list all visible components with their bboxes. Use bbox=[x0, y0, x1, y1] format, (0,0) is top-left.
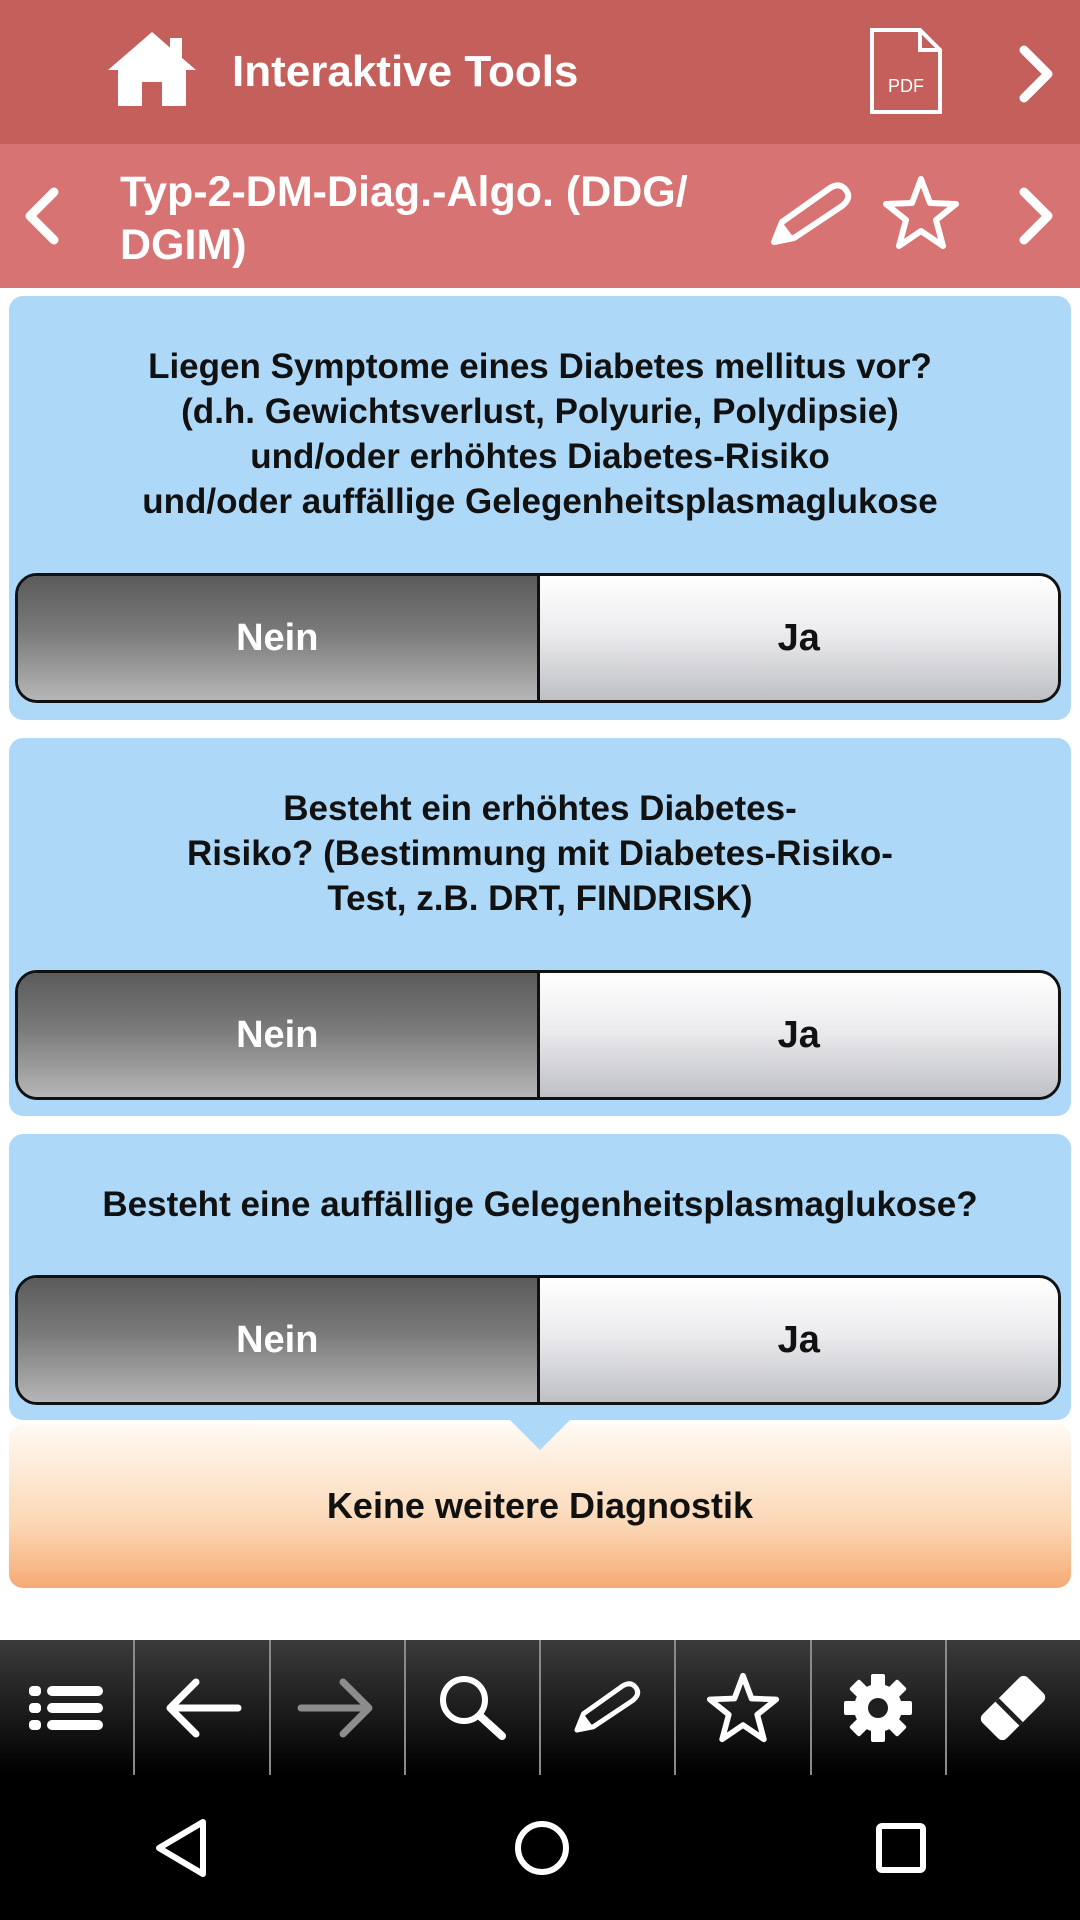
star-icon[interactable] bbox=[882, 174, 960, 252]
star-icon[interactable] bbox=[676, 1640, 811, 1775]
system-nav-bar bbox=[0, 1775, 1080, 1920]
list-icon[interactable] bbox=[0, 1640, 135, 1775]
home-icon[interactable] bbox=[104, 28, 200, 110]
forward-arrow-icon[interactable] bbox=[271, 1640, 406, 1775]
chevron-right-icon[interactable] bbox=[1016, 186, 1056, 246]
pencil-icon[interactable] bbox=[768, 180, 856, 250]
answer-yes-button-3[interactable]: Ja bbox=[540, 1278, 1059, 1402]
question-text-1: Liegen Symptome eines Diabetes mellitus vor? (d.h. Gewichtsverlust, Polyurie, Polydipsie) und/oder erhöhtes Diabetes-Risiko und/oder auffällige Gelegenheitsplasmaglukose bbox=[142, 347, 938, 521]
answer-toggle-3 bbox=[15, 1275, 1061, 1405]
bottom-toolbar bbox=[0, 1640, 1080, 1775]
nav-back-icon[interactable] bbox=[151, 1816, 211, 1880]
answer-yes-button-1[interactable]: Ja bbox=[540, 576, 1059, 700]
question-text-2: Besteht ein erhöhtes Diabetes- Risiko? (Bestimmung mit Diabetes-Risiko- Test, z.B. DRT, FINDRISK) bbox=[187, 789, 893, 918]
flow-arrow-3 bbox=[510, 1420, 570, 1450]
app-header bbox=[0, 0, 1080, 144]
chevron-right-icon[interactable] bbox=[1016, 44, 1056, 104]
back-arrow-icon[interactable] bbox=[135, 1640, 270, 1775]
gear-icon[interactable] bbox=[812, 1640, 947, 1775]
nav-home-icon[interactable] bbox=[512, 1818, 572, 1878]
question-panel-3 bbox=[9, 1134, 1071, 1420]
answer-no-button-1[interactable]: Nein bbox=[18, 576, 540, 700]
question-panel-2 bbox=[9, 738, 1071, 1116]
search-icon[interactable] bbox=[406, 1640, 541, 1775]
result-box: Keine weitere Diagnostik bbox=[9, 1424, 1071, 1588]
question-panel-1 bbox=[9, 296, 1071, 720]
chevron-left-icon[interactable] bbox=[22, 186, 62, 246]
answer-no-button-3[interactable]: Nein bbox=[18, 1278, 540, 1402]
question-text-3: Besteht eine auffällige Gelegenheitsplasmaglukose? bbox=[102, 1185, 978, 1224]
eraser-icon[interactable] bbox=[947, 1640, 1080, 1775]
page-title: Typ-2-DM-Diag.-Algo. (DDG/ DGIM) bbox=[120, 168, 688, 269]
answer-toggle-1 bbox=[15, 573, 1061, 703]
pdf-icon[interactable] bbox=[866, 26, 946, 118]
answer-yes-button-2[interactable]: Ja bbox=[540, 973, 1059, 1097]
nav-recents-icon[interactable] bbox=[873, 1820, 929, 1876]
answer-toggle-2 bbox=[15, 970, 1061, 1100]
app-title: Interaktive Tools bbox=[232, 47, 579, 96]
answer-no-button-2[interactable]: Nein bbox=[18, 973, 540, 1097]
pencil-icon[interactable] bbox=[541, 1640, 676, 1775]
pdf-icon-label: PDF bbox=[888, 76, 924, 96]
